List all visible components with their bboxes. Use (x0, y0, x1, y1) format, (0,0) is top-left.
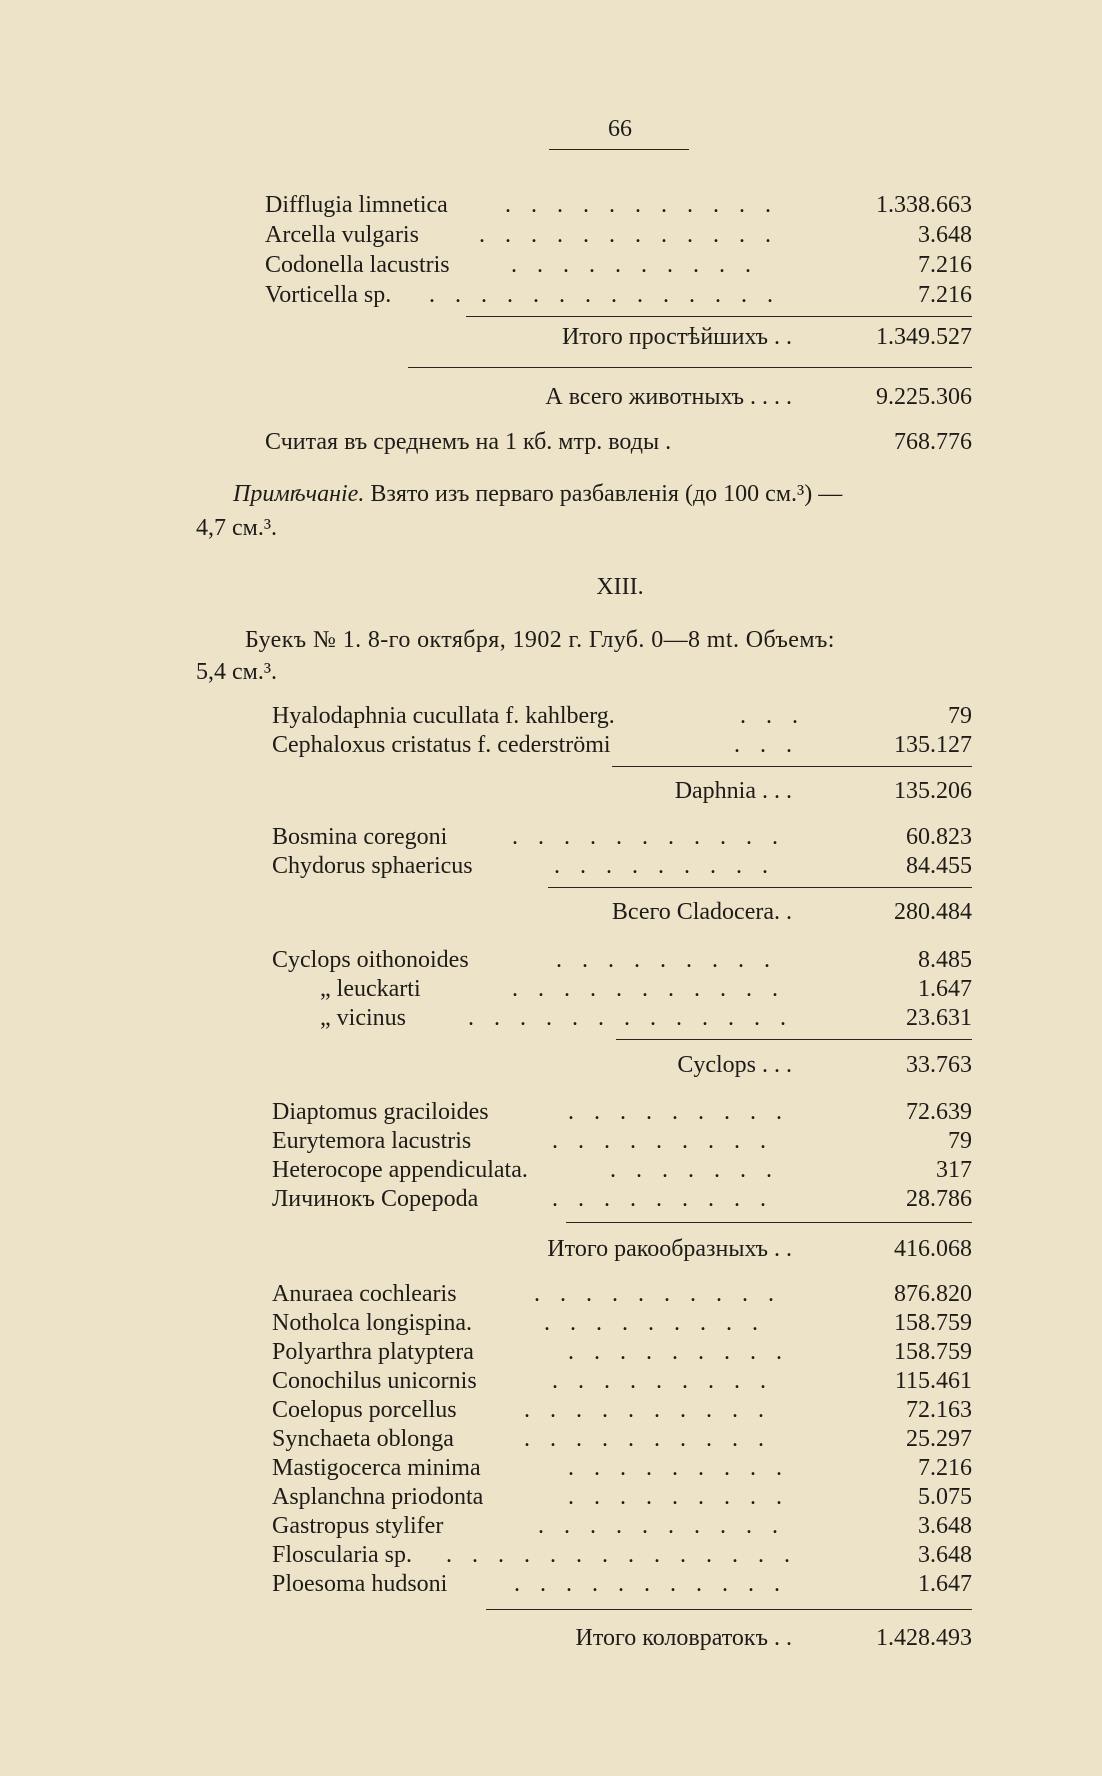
species-count: 25.297 (906, 1426, 972, 1452)
list-item (272, 1453, 972, 1483)
subtotal-value: 135.206 (894, 778, 972, 804)
grand-total-label: А всего животныхъ . . . . (545, 384, 792, 410)
species-count: 1.338.663 (876, 192, 972, 218)
list-item (272, 701, 972, 731)
species-name: Floscularia sp. (272, 1542, 412, 1568)
list-item (272, 1003, 972, 1033)
species-name: Polyarthra platyptera (272, 1339, 474, 1365)
subtotal-rule (548, 887, 972, 888)
subtotal-value: 1.428.493 (876, 1625, 972, 1651)
subtotal-rule (486, 1609, 972, 1610)
species-name: Difflugia limnetica (265, 192, 448, 218)
species-name: Coelopus porcellus (272, 1397, 457, 1423)
leader-dots: . . . . . . . . . . . . . . (446, 1542, 797, 1568)
list-item (272, 822, 972, 852)
species-count: 84.455 (906, 853, 972, 879)
leader-dots: . . . . . . . . . . (524, 1426, 771, 1452)
subtotal-label: Daphnia . . . (674, 778, 792, 804)
species-name: Conochilus unicornis (272, 1368, 477, 1394)
species-count: 158.759 (894, 1339, 972, 1365)
subtotal-label: Итого простѣйшихъ . . (561, 324, 792, 350)
species-count: 5.075 (918, 1484, 972, 1510)
subtotal-rule (612, 766, 972, 767)
leader-dots: . . . . . . . . . . (524, 1397, 771, 1423)
subtotal-label: Всего Cladocera. . (611, 899, 792, 925)
species-count: 28.786 (906, 1186, 972, 1212)
species-name: Cephaloxus cristatus f. cederströmi (272, 732, 611, 758)
list-item (272, 1540, 972, 1570)
subtotal-row (272, 897, 972, 927)
species-count: 135.127 (894, 732, 972, 758)
list-item (272, 1337, 972, 1367)
leader-dots: . . . . . . . . . (568, 1099, 789, 1125)
leader-dots: . . . . . . . . . . . (512, 824, 785, 850)
list-item (272, 1366, 972, 1396)
list-item (272, 1097, 972, 1127)
species-count: 876.820 (894, 1281, 972, 1307)
grand-total-value: 9.225.306 (876, 384, 972, 410)
note-label: Примѣчаніе. (233, 481, 365, 507)
species-name: Arcella vulgaris (265, 222, 419, 248)
list-item (272, 730, 972, 760)
list-item (272, 851, 972, 881)
leader-dots: . . . . . . . . . . . (505, 192, 778, 218)
species-count: 1.647 (918, 976, 972, 1002)
species-count: 7.216 (918, 252, 972, 278)
intro-continuation: 5,4 см.³. (196, 659, 278, 685)
list-item (265, 220, 972, 250)
list-item (272, 1482, 972, 1512)
subtotal-row (272, 776, 972, 806)
subtotal-rule (616, 1039, 972, 1040)
species-count: 79 (948, 703, 972, 729)
per-volume-label: Считая въ среднемъ на 1 кб. мтр. воды . (265, 429, 672, 455)
leader-dots: . . . . . . . . . (568, 1339, 789, 1365)
section-heading: XIII. (596, 574, 644, 600)
leader-dots: . . . . . . . . . (568, 1455, 789, 1481)
per-volume-value: 768.776 (894, 429, 972, 455)
note-text: Взято изъ перваго разбавленія (до 100 см.³) — (370, 481, 843, 507)
species-name: Heterocope appendiculata. (272, 1157, 528, 1183)
note-paragraph (233, 477, 1043, 511)
subtotal-value: 416.068 (894, 1236, 972, 1262)
list-item (272, 1155, 972, 1185)
subtotal-label: Cyclops . . . (677, 1052, 792, 1078)
subtotal-value: 33.763 (906, 1052, 972, 1078)
species-count: 3.648 (918, 1513, 972, 1539)
species-count: 3.648 (918, 222, 972, 248)
species-name: Notholca longispina. (272, 1310, 472, 1336)
leader-dots: . . . . . . . . . . (534, 1281, 781, 1307)
species-name: Vorticella sp. (265, 282, 392, 308)
species-name: Diaptomus graciloides (272, 1099, 489, 1125)
species-count: 115.461 (894, 1368, 972, 1394)
list-item (272, 1126, 972, 1156)
page-number-rule (549, 149, 689, 150)
leader-dots: . . . . . . . . . . . (512, 976, 785, 1002)
list-item (272, 1184, 972, 1214)
species-count: 72.639 (906, 1099, 972, 1125)
leader-dots: . . . . . . . . . . . . . (468, 1005, 793, 1031)
species-count: 158.759 (894, 1310, 972, 1336)
subtotal-rule (466, 316, 972, 317)
intro-line: Буекъ № 1. 8-го октября, 1902 г. Глуб. 0—8 mt. Объемъ: (245, 627, 835, 653)
leader-dots: . . . . . . . . . (552, 1368, 773, 1394)
species-name: Mastigocerca minima (272, 1455, 481, 1481)
leader-dots: . . . (740, 703, 805, 729)
subtotal-label: Итого коловратокъ . . (575, 1625, 792, 1651)
species-count: 3.648 (918, 1542, 972, 1568)
list-item (265, 280, 972, 310)
species-name: Bosmina coregoni (272, 824, 448, 850)
subtotal-value: 280.484 (894, 899, 972, 925)
leader-dots: . . . . . . . . . (568, 1484, 789, 1510)
list-item (272, 1511, 972, 1541)
leader-dots: . . . . . . . . . . (511, 252, 758, 278)
total-rule (408, 367, 972, 368)
species-name: „ leuckarti (320, 976, 421, 1002)
species-count: 7.216 (918, 282, 972, 308)
species-count: 72.163 (906, 1397, 972, 1423)
list-item (265, 250, 972, 280)
species-name: Chydorus sphaericus (272, 853, 473, 879)
list-item (272, 1308, 972, 1338)
species-name: Gastropus stylifer (272, 1513, 444, 1539)
subtotal-row (272, 1234, 972, 1264)
species-count: 23.631 (906, 1005, 972, 1031)
species-name: „ vicinus (320, 1005, 406, 1031)
subtotal-row (272, 1623, 972, 1653)
leader-dots: . . . . . . . . . (552, 1186, 773, 1212)
grand-total-row (265, 382, 972, 412)
per-volume-row (265, 427, 972, 457)
leader-dots: . . . (734, 732, 799, 758)
leader-dots: . . . . . . . . . (544, 1310, 765, 1336)
list-item (272, 945, 972, 975)
species-name: Ploesoma hudsoni (272, 1571, 448, 1597)
species-count: 317 (936, 1157, 972, 1183)
species-name: Eurytemora lacustris (272, 1128, 472, 1154)
list-item (272, 1279, 972, 1309)
species-name: Anuraea cochlearis (272, 1281, 457, 1307)
list-item (265, 190, 972, 220)
species-count: 60.823 (906, 824, 972, 850)
list-item (272, 1569, 972, 1599)
species-name: Codonella lacustris (265, 252, 450, 278)
species-count: 79 (948, 1128, 972, 1154)
species-name: Synchaeta oblonga (272, 1426, 454, 1452)
leader-dots: . . . . . . . . . (556, 947, 777, 973)
species-name: Hyalodaphnia cucullata f. kahlberg. (272, 703, 615, 729)
leader-dots: . . . . . . . . . (552, 1128, 773, 1154)
page-number: 66 (608, 116, 632, 142)
subtotal-row (265, 322, 972, 352)
list-item (272, 1395, 972, 1425)
species-count: 1.647 (918, 1571, 972, 1597)
species-count: 8.485 (918, 947, 972, 973)
note-continuation: 4,7 см.³. (196, 515, 278, 541)
subtotal-label: Итого ракообразныхъ . . (547, 1236, 792, 1262)
subtotal-rule (566, 1222, 972, 1223)
species-name: Личинокъ Copepoda (272, 1186, 479, 1212)
subtotal-value: 1.349.527 (876, 324, 972, 350)
subtotal-row (272, 1050, 972, 1080)
leader-dots: . . . . . . . (610, 1157, 779, 1183)
leader-dots: . . . . . . . . . . (538, 1513, 785, 1539)
leader-dots: . . . . . . . . . (554, 853, 775, 879)
leader-dots: . . . . . . . . . . . . (479, 222, 778, 248)
leader-dots: . . . . . . . . . . . (514, 1571, 787, 1597)
list-item (272, 974, 972, 1004)
species-name: Cyclops oithonoides (272, 947, 469, 973)
species-name: Asplanchna priodonta (272, 1484, 484, 1510)
leader-dots: . . . . . . . . . . . . . . (429, 282, 780, 308)
species-count: 7.216 (918, 1455, 972, 1481)
list-item (272, 1424, 972, 1454)
